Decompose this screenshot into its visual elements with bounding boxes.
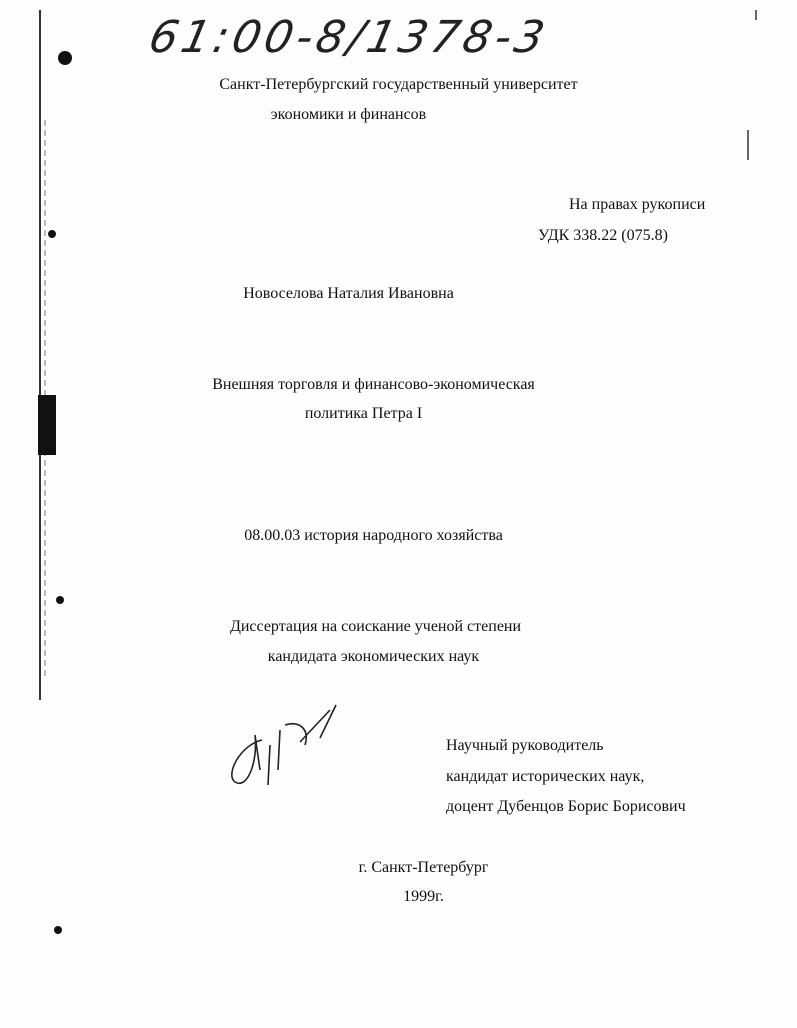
archive-code: 61:00-8/1378-3 <box>144 12 553 63</box>
advisor-line3: доцент Дубенцов Борис Борисович <box>446 798 686 815</box>
advisor-line2: кандидат исторических наук, <box>446 768 645 785</box>
author-name: Новоселова Наталия Ивановна <box>243 285 454 302</box>
signature-stroke <box>232 705 336 785</box>
degree-line2: кандидата экономических наук <box>267 648 480 665</box>
advisor-line1: Научный руководитель <box>446 737 604 754</box>
university-name-line1: Санкт-Петербургский государственный университет <box>219 76 578 93</box>
title-line2: политика Петра I <box>304 405 423 422</box>
title-line1: Внешняя торговля и финансово-экономическая <box>212 376 535 393</box>
university-name-line2: экономики и финансов <box>270 106 427 123</box>
year: 1999г. <box>403 888 444 905</box>
degree-line1: Диссертация на соискание ученой степени <box>229 618 522 635</box>
manuscript-rights: На правах рукописи <box>569 196 706 213</box>
city: г. Санкт-Петербург <box>358 859 489 876</box>
specialty-code: 08.00.03 история народного хозяйства <box>244 527 503 544</box>
udc-code: УДК 338.22 (075.8) <box>538 227 668 244</box>
